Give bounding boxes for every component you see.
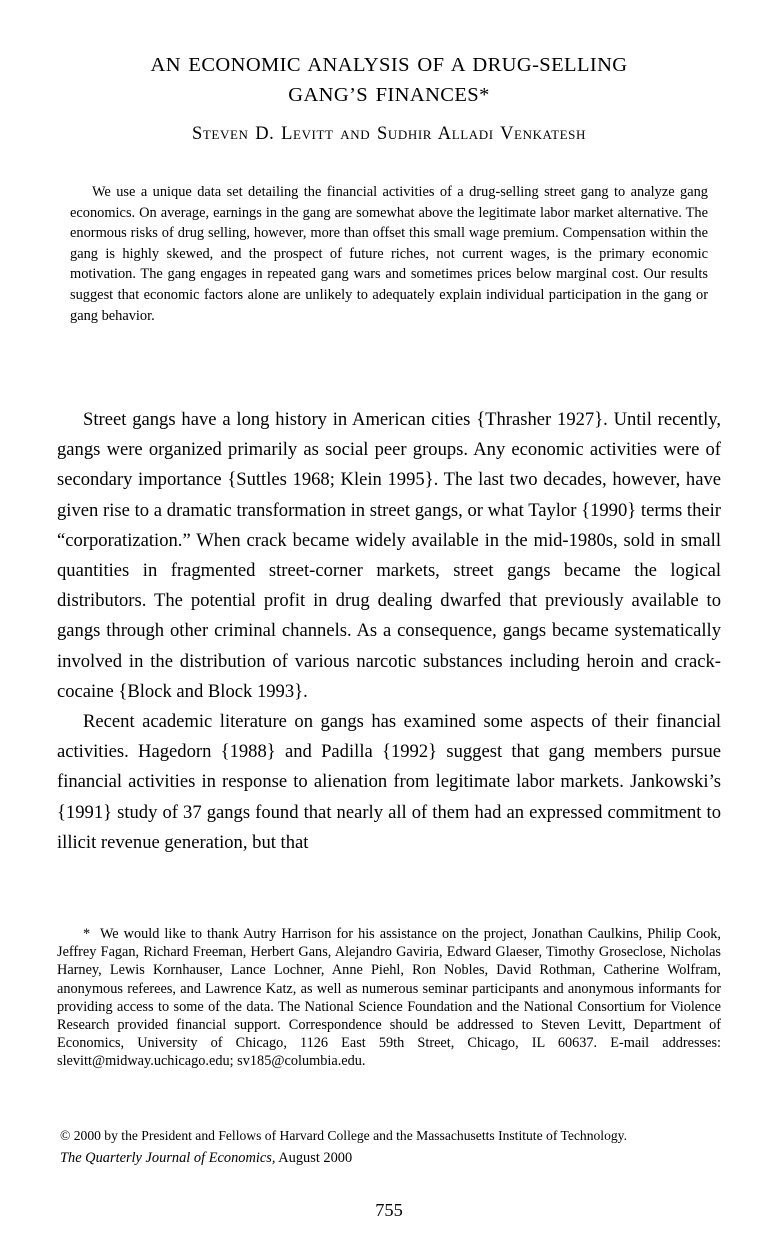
author-list: Steven D. Levitt and Sudhir Alladi Venkatesh	[192, 124, 586, 144]
footnote-text: We would like to thank Autry Harrison for his assistance on the project, Jonathan Caulkins, Philip Cook, Jeffrey Fagan, Richard Freeman, Herbert Gans, Alejandro Gaviria, Edward Glaeser, Timothy Groseclose, Nicholas Harney, Lewis Kornhauser, Lance Lochner, Anne Piehl, Ron Nobles, David Rothman, Catherine Wolfram, anonymous referees, and Lawrence Katz, as well as numerous seminar participants and anonymous informants for providing access to some of the data. The National Science Foundation and the National Consortium for Violence Research provided financial support. Correspondence should be addressed to Steven Levitt, Department of Economics, University of Chicago, 1126 East 59th Street, Chicago, IL 60637. E-mail addresses: slevitt@midway.uchicago.edu; sv185@columbia.edu.	[57, 926, 722, 1070]
journal-issue: August 2000	[275, 1150, 353, 1166]
journal-name: The Quarterly Journal of Economics,	[60, 1150, 276, 1166]
copyright-notice: © 2000 by the President and Fellows of Harvard College and the Massachusetts Institute of Technology.	[60, 1128, 627, 1143]
journal-line	[60, 1149, 724, 1167]
colophon-block	[60, 1127, 724, 1167]
abstract-text: We use a unique data set detailing the financial activities of a drug-selling street gang to analyze gang economics. On average, earnings in the gang are somewhat above the legitimate labor market alternative. The enormous risks of drug selling, however, more than offset this small wage premium. Compensation within the gang is highly skewed, and the prospect of future riches, not current wages, is the primary economic motivation. The gang engages in repeated gang wars and sometimes prices below marginal cost. Our results suggest that economic factors alone are unlikely to adequately explain individual participation in the gang or gang behavior.	[70, 184, 708, 324]
page-title-line-1: AN ECONOMIC ANALYSIS OF A DRUG-SELLING	[150, 54, 628, 76]
page-number: 755	[375, 1200, 403, 1220]
title-block	[57, 50, 721, 110]
abstract-block	[70, 182, 708, 326]
footnote-block	[57, 925, 721, 1071]
footnote-paragraph	[57, 925, 721, 1071]
footnote-marker: *	[83, 926, 91, 942]
body-paragraph-1: Street gangs have a long history in American cities {Thrasher 1927}. Until recently, gangs were organized primarily as social peer groups. Any economic activities were of secondary importance {Suttles 1968; Klein 1995}. The last two decades, however, have given rise to a dramatic transformation in street gangs, or what Taylor {1990} terms their “corporatization.” When crack became widely available in the mid-1980s, sold in small quantities in fragmented street-corner markets, street gangs became the logical distributors. The potential profit in drug dealing dwarfed that previously available to gangs through other criminal channels. As a consequence, gangs became systematically involved in the distribution of various narcotic substances including heroin and crack-cocaine {Block and Block 1993}.	[57, 409, 721, 702]
page-title-line-2: GANG’S FINANCES*	[288, 84, 490, 106]
body-text	[57, 405, 721, 858]
body-paragraph-2: Recent academic literature on gangs has examined some aspects of their financial activities. Hagedorn {1988} and Padilla {1992} suggest that gang members pursue financial activities in response to alienation from legitimate labor markets. Jankowski’s {1991} study of 37 gangs found that nearly all of them had an expressed commitment to illicit revenue generation, but that	[57, 711, 721, 853]
